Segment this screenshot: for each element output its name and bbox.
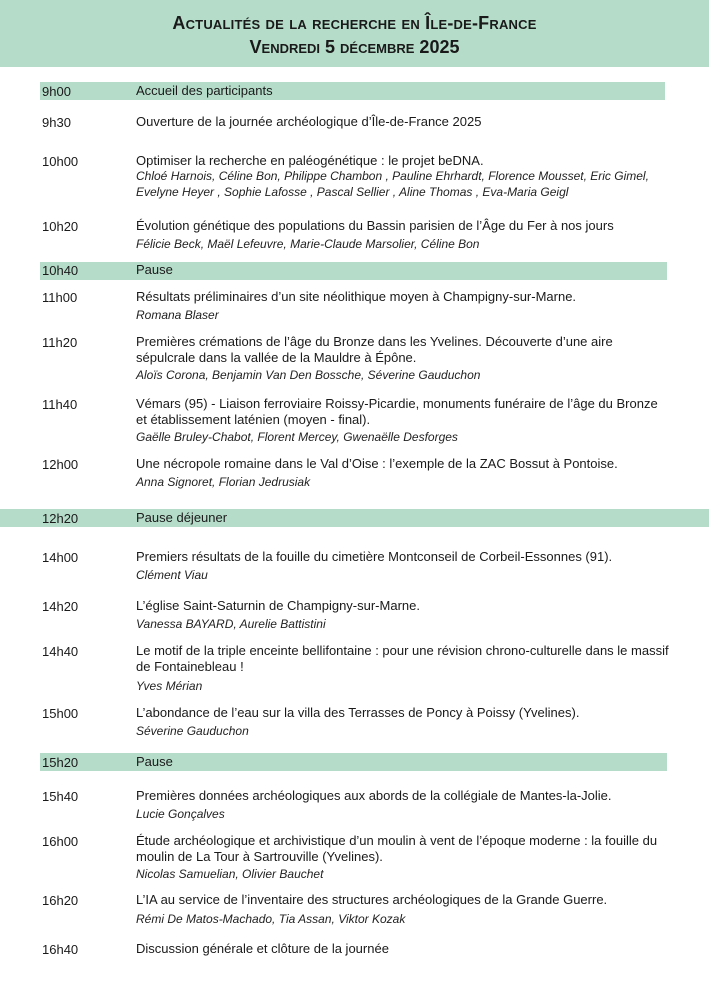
item-time: 16h20 xyxy=(42,893,79,908)
item-title: Pause déjeuner xyxy=(136,510,228,525)
item-time: 10h20 xyxy=(42,219,79,234)
item-title: Optimiser la recherche en paléogénétique : le projet beDNA. xyxy=(136,153,484,168)
item-title: Vémars (95) - Liaison ferroviaire Roissy-Picardie, monuments funéraire de l’âge du Bronze et établissement laténien (moyen - final). xyxy=(136,396,658,427)
item-time: 11h00 xyxy=(42,290,78,305)
item-time: 15h40 xyxy=(42,789,79,804)
item-title: L’église Saint-Saturnin de Champigny-sur-Marne. xyxy=(136,598,420,613)
item-title: Pause xyxy=(136,262,173,277)
item-time: 9h30 xyxy=(42,115,71,130)
item-title: Accueil des participants xyxy=(136,83,273,98)
item-title: Premières données archéologiques aux abords de la collégiale de Mantes-la-Jolie. xyxy=(136,788,612,803)
page-title: Actualités de la recherche en Île-de-France xyxy=(172,13,537,33)
item-authors: Aloïs Corona, Benjamin Van Den Bossche, Séverine Gauduchon xyxy=(136,368,481,382)
item-title: Évolution génétique des populations du Bassin parisien de l’Âge du Fer à nos jours xyxy=(136,218,614,233)
item-authors: Anna Signoret, Florian Jedrusiak xyxy=(136,475,311,489)
page-date: Vendredi 5 décembre 2025 xyxy=(249,37,460,57)
item-time: 16h40 xyxy=(42,942,79,957)
item-time: 16h00 xyxy=(42,834,79,849)
item-title: Discussion générale et clôture de la journée xyxy=(136,941,389,956)
item-authors: Séverine Gauduchon xyxy=(136,724,249,738)
item-authors: Romana Blaser xyxy=(136,308,219,322)
item-title: Une nécropole romaine dans le Val d’Oise : l’exemple de la ZAC Bossut à Pontoise. xyxy=(136,456,618,471)
item-authors: Clément Viau xyxy=(136,568,208,582)
item-title: Ouverture de la journée archéologique d’Île-de-France 2025 xyxy=(136,114,482,129)
item-authors: Nicolas Samuelian, Olivier Bauchet xyxy=(136,867,324,881)
item-time: 14h20 xyxy=(42,599,79,614)
item-title: Premiers résultats de la fouille du cimetière Montconseil de Corbeil-Essonnes (91). xyxy=(136,549,613,564)
item-time: 14h40 xyxy=(42,644,79,659)
item-authors: Lucie Gonçalves xyxy=(136,807,225,821)
item-time: 10h00 xyxy=(42,154,79,169)
item-time: 15h20 xyxy=(42,755,79,770)
item-title: L’abondance de l’eau sur la villa des Terrasses de Poncy à Poissy (Yvelines). xyxy=(136,705,580,720)
item-title: L’IA au service de l’inventaire des structures archéologiques de la Grande Guerre. xyxy=(136,892,608,907)
item-time: 10h40 xyxy=(42,263,79,278)
item-time: 15h00 xyxy=(42,706,79,721)
item-title: Étude archéologique et archivistique d’un moulin à vent de l’époque moderne : la fouille du moulin de La Tour à Sartrouville (Yvelines). xyxy=(136,833,658,864)
item-authors: Rémi De Matos-Machado, Tia Assan, Viktor Kozak xyxy=(136,912,406,926)
item-title: Pause xyxy=(136,754,173,769)
item-authors: Félicie Beck, Maël Lefeuvre, Marie-Claude Marsolier, Céline Bon xyxy=(136,237,480,251)
item-authors: Gaëlle Bruley-Chabot, Florent Mercey, Gwenaëlle Desforges xyxy=(136,430,458,444)
item-authors: Chloé Harnois, Céline Bon, Philippe Chambon , Pauline Ehrhardt, Florence Mousset, Eric Gimel, Evelyne Heyer , Sophie Lafosse , Pascal Sellier , Aline Thomas , Eva-Maria Geigl xyxy=(136,169,649,199)
item-authors: Yves Mérian xyxy=(136,679,203,693)
item-title: Résultats préliminaires d’un site néolithique moyen à Champigny-sur-Marne. xyxy=(136,289,577,304)
item-time: 9h00 xyxy=(42,84,71,99)
page-header xyxy=(0,0,709,67)
item-time: 11h20 xyxy=(42,335,78,350)
item-title: Premières crémations de l’âge du Bronze dans les Yvelines. Découverte d’une aire sépulcrale dans la vallée de la Mauldre à Épône. xyxy=(136,334,613,365)
item-time: 14h00 xyxy=(42,550,79,565)
item-time: 11h40 xyxy=(42,397,78,412)
item-authors: Vanessa BAYARD, Aurelie Battistini xyxy=(136,617,326,631)
item-time: 12h20 xyxy=(42,511,79,526)
item-title: Le motif de la triple enceinte bellifontaine : pour une révision chrono-culturelle dans le massif de Fontainebleau ! xyxy=(136,643,669,674)
item-time: 12h00 xyxy=(42,457,79,472)
